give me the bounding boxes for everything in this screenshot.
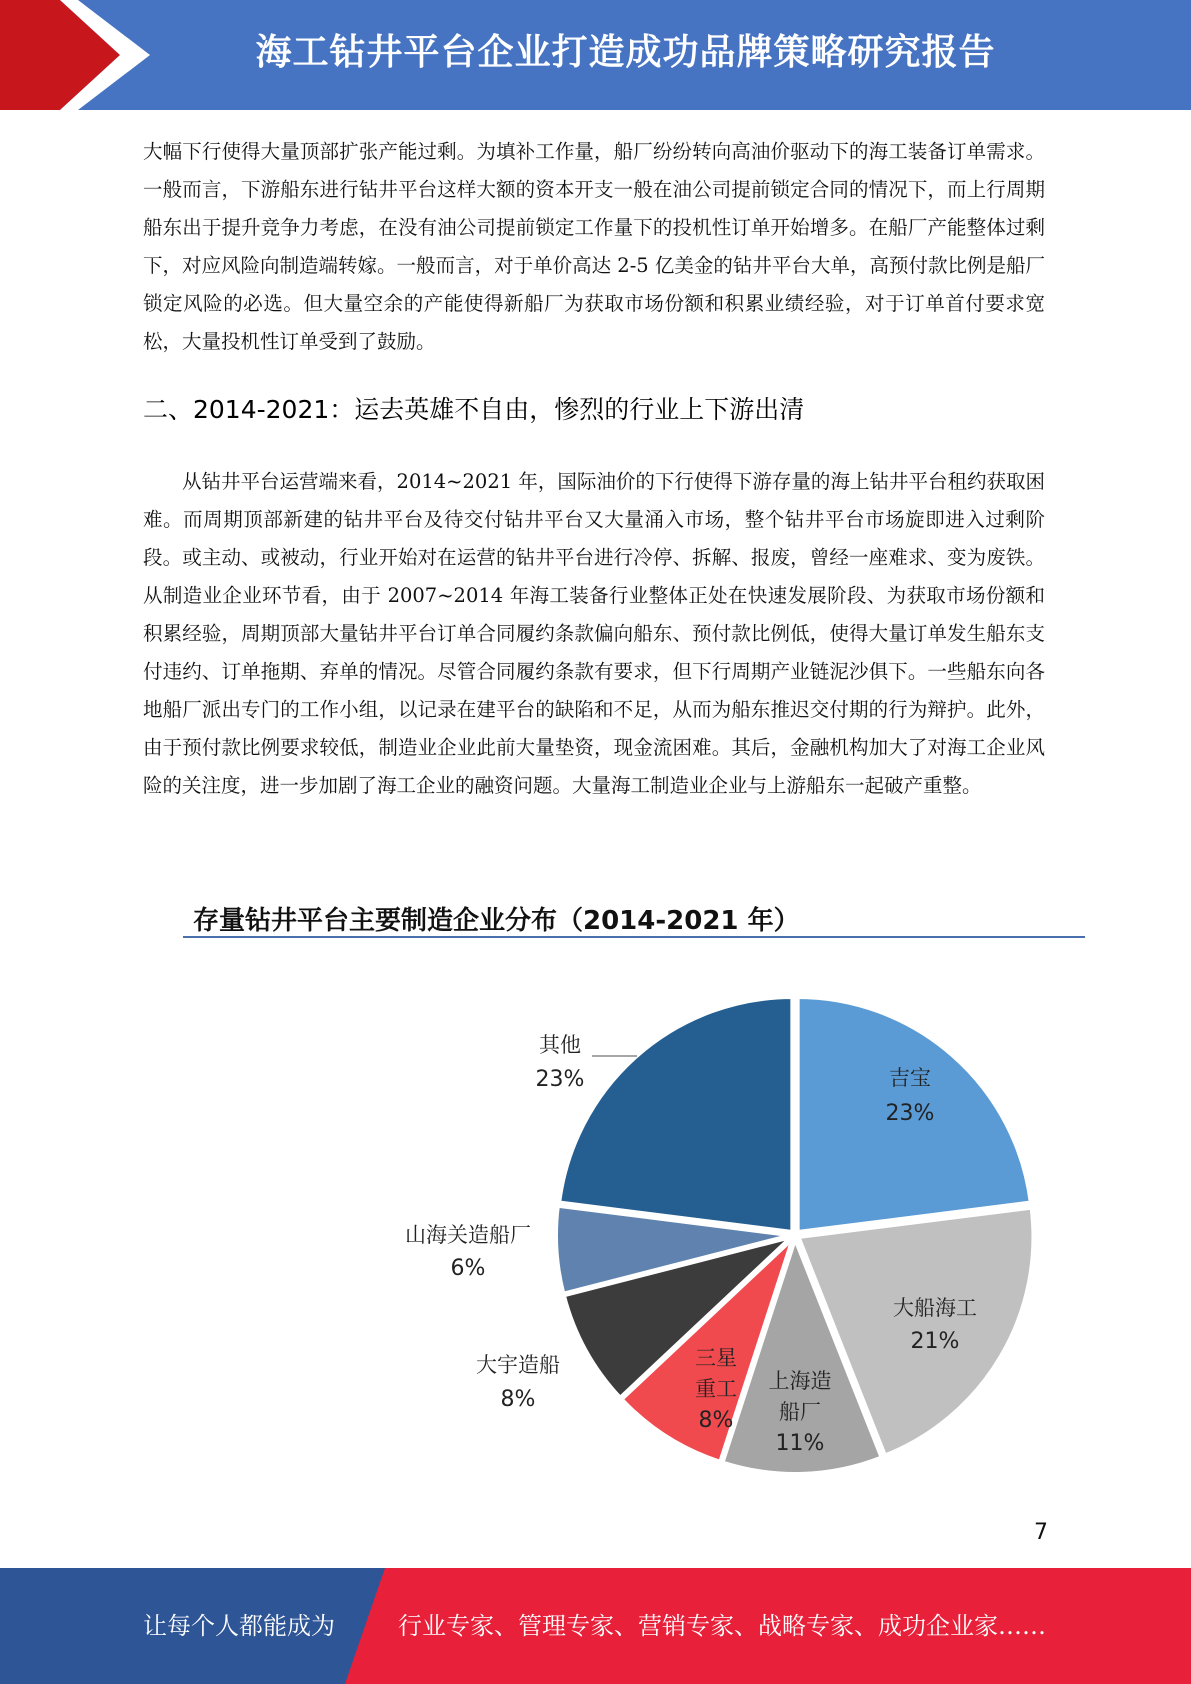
intro-section [143,133,1045,361]
page-number: 7 [1034,1520,1048,1545]
pie-slice-percent-2: 21% [910,1329,960,1354]
pie-slice-label-7: 其他 [539,1033,581,1057]
pie-slice-7 [559,997,792,1232]
pie-slice-label-5: 大宇造船 [476,1353,560,1377]
pie-slice-percent-4: 8% [698,1408,734,1433]
pie-chart [0,940,1191,1500]
pie-slice-percent-3: 11% [775,1431,825,1456]
pie-slice-label-2: 大船海工 [893,1296,977,1320]
pie-chart-svg [0,940,1191,1500]
pie-slice-percent-1: 23% [885,1101,935,1126]
page-footer [0,1568,1191,1684]
section-heading: 二、2014-2021：运去英雄不自由，惨烈的行业上下游出清 [143,395,805,424]
pie-slice-percent-7: 23% [535,1067,585,1092]
page-header [0,0,1191,110]
section-body [143,463,1045,805]
chart-title-rule [183,936,1085,938]
footer-slogan-right: 行业专家、管理专家、营销专家、战略专家、成功企业家…… [398,1612,1046,1640]
section-paragraph: 从钻井平台运营端来看，2014~2021 年，国际油价的下行使得下游存量的海上钻井平台租约获取困难。而周期顶部新建的钻井平台及待交付钻井平台又大量涌入市场，整个钻井平台市场旋即进入过剩阶段。或主动、或被动，行业开始对在运营的钻井平台进行冷停、拆解、报废，曾经一座难求、变为废铁。从制造业企业环节看，由于 2007~2014 年海工装备行业整体正处在快速发展阶段、为获取市场份额和积累经验，周期顶部大量钻井平台订单合同履约条款偏向船东、预付款比例低，使得大量订单发生船东支付违约、订单拖期、弃单的情况。尽管合同履约条款有要求，但下行周期产业链泥沙俱下。一些船东向各地船厂派出专门的工作小组，以记录在建平台的缺陷和不足，从而为船东推迟交付期的行为辩护。此外，由于预付款比例要求较低，制造业企业此前大量垫资，现金流困难。其后，金融机构加大了对海工企业风险的关注度，进一步加剧了海工企业的融资问题。大量海工制造业企业与上游船东一起破产重整。 [143,470,1045,797]
footer-slogan-left: 让每个人都能成为 [143,1612,335,1640]
pie-slice-label-4: 三星重工 [695,1346,737,1401]
pie-slice-percent-6: 6% [450,1256,486,1281]
pie-slice-label-3: 上海造船厂 [768,1369,832,1424]
pie-slice-label-1: 吉宝 [889,1066,931,1090]
pie-slice-percent-5: 8% [500,1387,536,1412]
chart-title: 存量钻井平台主要制造企业分布（2014-2021 年） [193,906,800,936]
document-title: 海工钻井平台企业打造成功品牌策略研究报告 [255,32,996,73]
pie-slice-label-6: 山海关造船厂 [405,1223,531,1247]
intro-paragraph: 大幅下行使得大量顶部扩张产能过剩。为填补工作量，船厂纷纷转向高油价驱动下的海工装备订单需求。一般而言，下游船东进行钻井平台这样大额的资本开支一般在油公司提前锁定合同的情况下，而上行周期船东出于提升竞争力考虑，在没有油公司提前锁定工作量下的投机性订单开始增多。在船厂产能整体过剩下，对应风险向制造端转嫁。一般而言，对于单价高达 2-5 亿美金的钻井平台大单，高预付款比例是船厂锁定风险的必选。但大量空余的产能使得新船厂为获取市场份额和积累业绩经验，对于订单首付要求宽松，大量投机性订单受到了鼓励。 [143,140,1045,353]
